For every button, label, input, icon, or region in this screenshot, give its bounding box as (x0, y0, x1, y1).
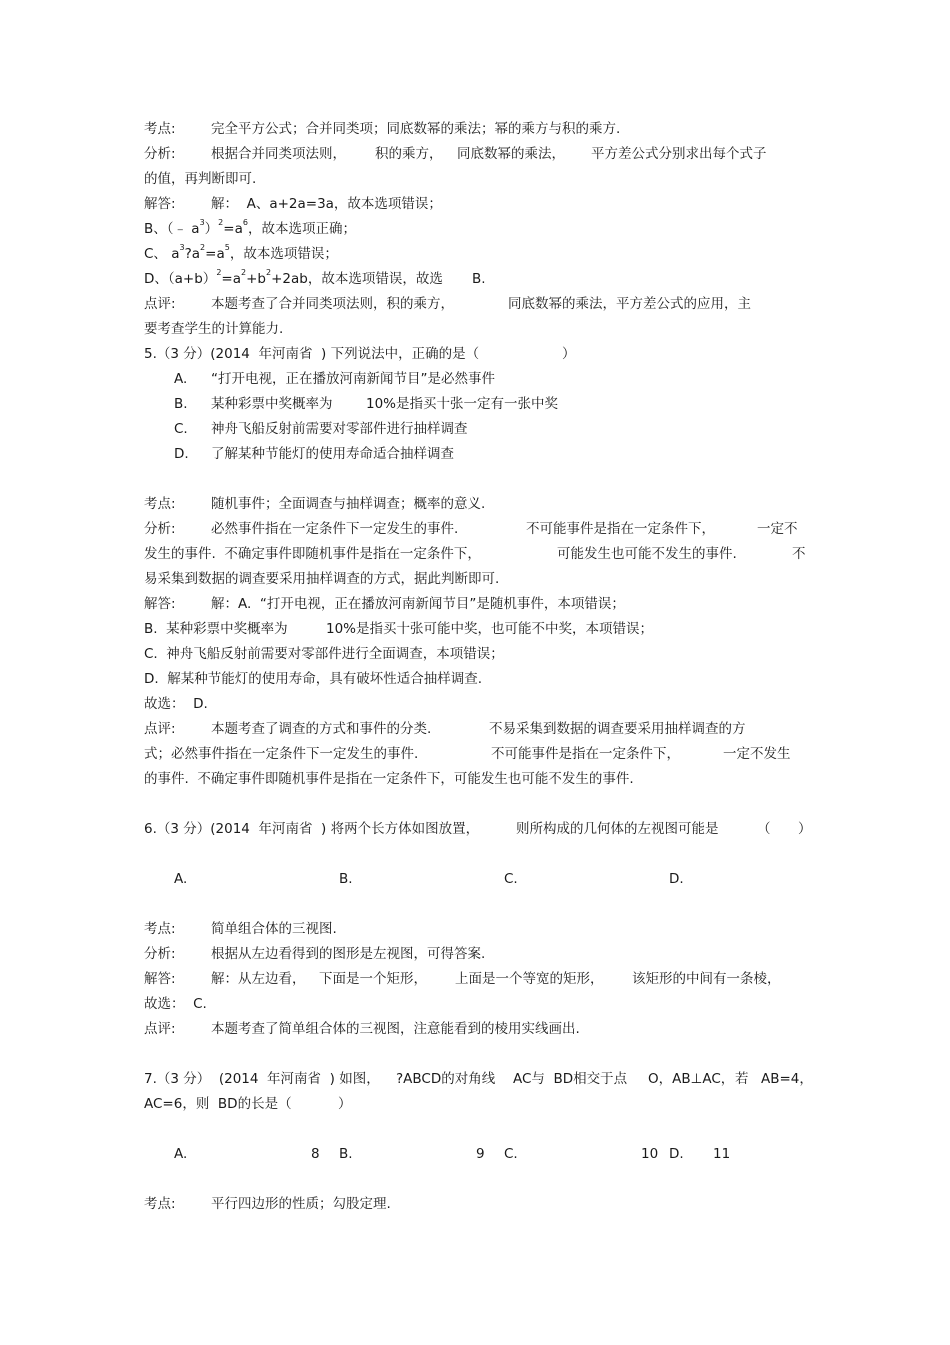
q6-jieda-1: 解：从左边看， (211, 971, 306, 987)
q5-guxuan: 故选： D. (144, 696, 208, 712)
q5-kaodian-text: 随机事件；全面调查与抽样调查；概率的意义. (211, 496, 486, 512)
q4-kaodian-label: 考点: (144, 121, 176, 137)
q6-option-b: B. (339, 871, 353, 887)
q5-fenxi-2c: 不 (792, 546, 806, 562)
q5-line-b-2: 10%是指买十张可能中奖，也可能不中奖，本项错误； (326, 621, 654, 637)
q6-jieda-2: 下面是一个矩形， (319, 971, 427, 987)
q7-option-b-value: 9 (476, 1146, 485, 1162)
q6-jieda-4: 该矩形的中间有一条棱， (632, 971, 781, 987)
q6-jieda-3: 上面是一个等宽的矩形， (455, 971, 604, 987)
q5-fenxi-1b: 不可能事件是指在一定条件下， (526, 521, 715, 537)
q7-stem-1: 7.（3 分） (2014 年河南省 ) 如图， (144, 1071, 380, 1087)
q4-line-b: B、（﹣ $a^3)^2=a^6$，故本选项正确； (144, 218, 356, 237)
q5-option-d-text: 了解某种节能灯的使用寿命适合抽样调查 (211, 446, 454, 462)
q5-stem: 5.（3 分）(2014 年河南省 ) 下列说法中，正确的是（ (144, 346, 480, 362)
q4-fenxi-text-4: 平方差公式分别求出每个式子 (591, 146, 767, 162)
q5-fenxi-label: 分析: (144, 521, 176, 537)
q6-kaodian-label: 考点: (144, 921, 176, 937)
q5-line-b-1: B. 某种彩票中奖概率为 (144, 621, 288, 637)
q6-fenxi-text: 根据从左边看得到的图形是左视图，可得答案. (211, 946, 486, 962)
q7-option-c-value: 10 (641, 1146, 659, 1162)
q6-guxuan: 故选： C. (144, 996, 207, 1012)
q5-dianping-label: 点评: (144, 721, 176, 737)
q6-kaodian-text: 简单组合体的三视图. (211, 921, 337, 937)
q5-option-b-text-1: 某种彩票中奖概率为 (211, 396, 333, 412)
q6-jieda-label: 解答: (144, 971, 176, 987)
q5-dianping-1b: 不易采集到数据的调查要采用抽样调查的方 (489, 721, 746, 737)
q6-stem-2: 则所构成的几何体的左视图可能是 (516, 821, 719, 837)
q6-option-a: A. (174, 871, 188, 887)
q5-option-b-letter: B. (174, 396, 188, 412)
q5-line-c: C. 神舟飞船反射前需要对零部件进行全面调查，本项错误； (144, 646, 504, 662)
q4-dianping-cont: 要考查学生的计算能力. (144, 321, 284, 337)
q5-option-c-letter: C. (174, 421, 188, 437)
q6-option-c: C. (504, 871, 518, 887)
q7-option-a-letter: A. (174, 1146, 188, 1162)
q7-stem-6: AB=4， (761, 1071, 813, 1087)
q4-fenxi-label: 分析: (144, 146, 176, 162)
q4-answer: B. (472, 271, 486, 287)
q5-option-b-text-2: 10%是指买十张一定有一张中奖 (366, 396, 559, 412)
q6-option-d: D. (669, 871, 684, 887)
q5-kaodian-label: 考点: (144, 496, 176, 512)
q7-option-c-letter: C. (504, 1146, 518, 1162)
q7-option-d-letter: D. (669, 1146, 684, 1162)
q5-option-a-text: “打开电视，正在播放河南新闻节目”是必然事件 (211, 371, 495, 387)
q5-dianping-1a: 本题考查了调查的方式和事件的分类. (211, 721, 432, 737)
q4-line-c: C、 $a^3?a^2=a^5$，故本选项错误； (144, 243, 338, 262)
q5-line-d: D. 解某种节能灯的使用寿命，具有破坏性适合抽样调查. (144, 671, 483, 687)
q4-jieda-label: 解答: (144, 196, 176, 212)
q7-stem-3: AC与 BD相交于点 (513, 1071, 628, 1087)
q7-stem-close: ） (338, 1096, 352, 1112)
q4-fenxi-text-2: 积的乘方， (375, 146, 443, 162)
q7-option-d-value: 11 (713, 1146, 731, 1162)
q5-fenxi-2a: 发生的事件. 不确定事件即随机事件是指在一定条件下， (144, 546, 481, 562)
q5-option-d-letter: D. (174, 446, 189, 462)
q7-stem-cont: AC=6，则 BD的长是（ (144, 1096, 292, 1112)
q4-jieda-text: 解： A、a+2a=3a，故本选项错误； (211, 196, 442, 212)
q6-dianping-text: 本题考查了简单组合体的三视图，注意能看到的棱用实线画出. (211, 1021, 580, 1037)
q6-fenxi-label: 分析: (144, 946, 176, 962)
q4-fenxi-text-3: 同底数幂的乘法， (457, 146, 565, 162)
q7-kaodian-label: 考点: (144, 1196, 176, 1212)
q5-fenxi-1a: 必然事件指在一定条件下一定发生的事件. (211, 521, 459, 537)
q4-line-d: D、$(a+b)^2=a^2+b^2+2ab$，故本选项错误，故选 (144, 268, 443, 287)
q5-dianping-2a: 式；必然事件指在一定条件下一定发生的事件. (144, 746, 419, 762)
q7-option-b-letter: B. (339, 1146, 353, 1162)
q5-fenxi-3: 易采集到数据的调查要采用抽样调查的方式，据此判断即可. (144, 571, 500, 587)
q7-stem-4: O，AB⊥AC， (648, 1071, 735, 1087)
q7-stem-5: 若 (735, 1071, 749, 1087)
q7-stem-2: ?ABCD的对角线 (396, 1071, 496, 1087)
q4-fenxi-text-1: 根据合并同类项法则， (211, 146, 346, 162)
q5-option-c-text: 神舟飞船反射前需要对零部件进行抽样调查 (211, 421, 468, 437)
q5-stem-close: ） (562, 346, 576, 362)
q4-kaodian-text: 完全平方公式；合并同类项；同底数幂的乘法；幂的乘方与积的乘方. (211, 121, 621, 137)
q5-dianping-2b: 不可能事件是指在一定条件下， (491, 746, 680, 762)
q7-kaodian-text: 平行四边形的性质；勾股定理. (211, 1196, 391, 1212)
q5-jieda-text: 解：A. “打开电视，正在播放河南新闻节目”是随机事件，本项错误； (211, 596, 625, 612)
q4-dianping-label: 点评: (144, 296, 176, 312)
q5-fenxi-1c: 一定不 (757, 521, 798, 537)
q6-dianping-label: 点评: (144, 1021, 176, 1037)
q5-jieda-label: 解答: (144, 596, 176, 612)
q4-dianping-text-1: 本题考查了合并同类项法则，积的乘方， (211, 296, 454, 312)
q5-dianping-3: 的事件. 不确定事件即随机事件是指在一定条件下，可能发生也可能不发生的事件. (144, 771, 634, 787)
q4-fenxi-cont: 的值，再判断即可. (144, 171, 257, 187)
q5-dianping-2c: 一定不发生 (723, 746, 791, 762)
q5-option-a-letter: A. (174, 371, 188, 387)
q5-fenxi-2b: 可能发生也可能不发生的事件. (557, 546, 737, 562)
q6-stem-3: （ (757, 821, 771, 837)
q7-option-a-value: 8 (311, 1146, 320, 1162)
q6-stem-1: 6.（3 分）(2014 年河南省 ) 将两个长方体如图放置， (144, 821, 480, 837)
q6-stem-4: ） (798, 821, 812, 837)
q4-dianping-text-2: 同底数幂的乘法，平方差公式的应用，主 (508, 296, 751, 312)
